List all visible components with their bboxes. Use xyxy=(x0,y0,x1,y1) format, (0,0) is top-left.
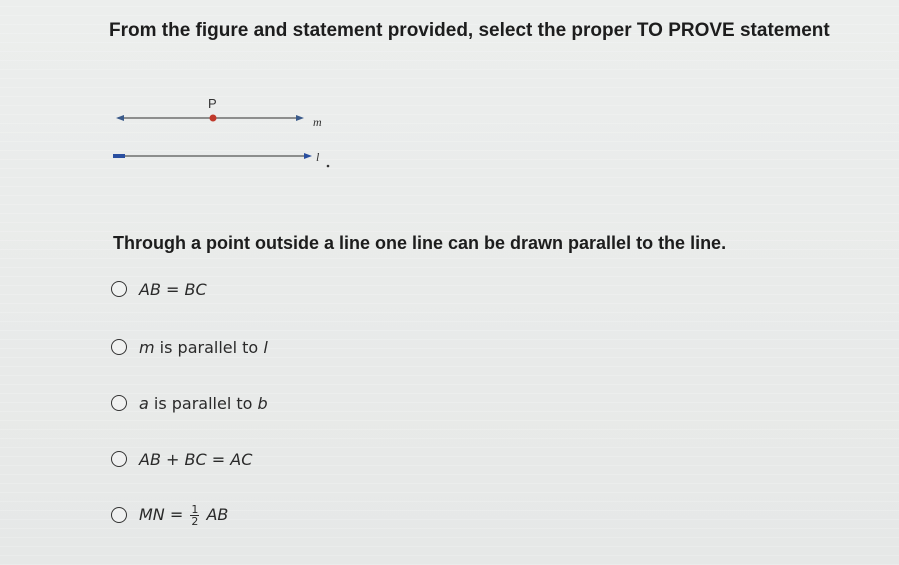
option-term: AC xyxy=(230,449,253,469)
option-operator: = xyxy=(169,504,184,524)
figure-svg xyxy=(108,86,348,176)
option-a-parallel-b[interactable] xyxy=(111,388,268,418)
point-p-label: P xyxy=(208,96,217,111)
option-text: is parallel to xyxy=(148,393,258,413)
option-mn-half-ab[interactable] xyxy=(111,500,228,530)
option-operator: = xyxy=(166,279,180,299)
option-term: MN xyxy=(139,504,165,524)
line-m-right-arrow xyxy=(296,115,304,121)
option-operator: = xyxy=(211,449,226,469)
fraction-numerator: 1 xyxy=(191,502,199,516)
line-l-label: l xyxy=(316,150,320,164)
line-m-left-arrow xyxy=(116,115,124,121)
option-text: is parallel to xyxy=(154,337,264,357)
question-title: From the figure and statement provided, select the proper TO PROVE statement xyxy=(109,20,830,41)
option-label xyxy=(139,504,228,527)
given-statement: Through a point outside a line one line can be drawn parallel to the line. xyxy=(113,233,727,253)
radio-button[interactable] xyxy=(111,281,127,297)
option-ab-plus-bc-equals-ac[interactable] xyxy=(111,444,252,474)
option-term: AB xyxy=(139,449,161,469)
option-label xyxy=(139,338,268,357)
option-term: BC xyxy=(184,279,207,299)
option-term: b xyxy=(257,393,268,413)
radio-button[interactable] xyxy=(111,451,127,467)
option-term: AB xyxy=(206,504,229,524)
option-label xyxy=(139,394,268,413)
option-term: a xyxy=(139,393,149,413)
fraction xyxy=(190,504,199,527)
radio-button[interactable] xyxy=(111,339,127,355)
fraction-denominator: 2 xyxy=(191,514,199,528)
option-operator: + xyxy=(166,449,180,469)
option-term: l xyxy=(263,337,268,357)
line-m-label: m xyxy=(313,115,322,129)
option-m-parallel-l[interactable] xyxy=(111,332,268,362)
option-label xyxy=(139,450,252,469)
option-ab-equals-bc[interactable] xyxy=(111,274,207,304)
line-l-left-arrow xyxy=(113,154,125,158)
option-term: BC xyxy=(184,449,207,469)
figure-dot xyxy=(327,165,330,168)
radio-button[interactable] xyxy=(111,507,127,523)
option-term: m xyxy=(139,337,155,357)
line-l-right-arrow xyxy=(304,153,312,159)
point-p xyxy=(210,115,217,122)
parallel-lines-figure xyxy=(108,86,348,176)
radio-button[interactable] xyxy=(111,395,127,411)
option-label xyxy=(139,280,207,299)
option-term: AB xyxy=(139,279,161,299)
